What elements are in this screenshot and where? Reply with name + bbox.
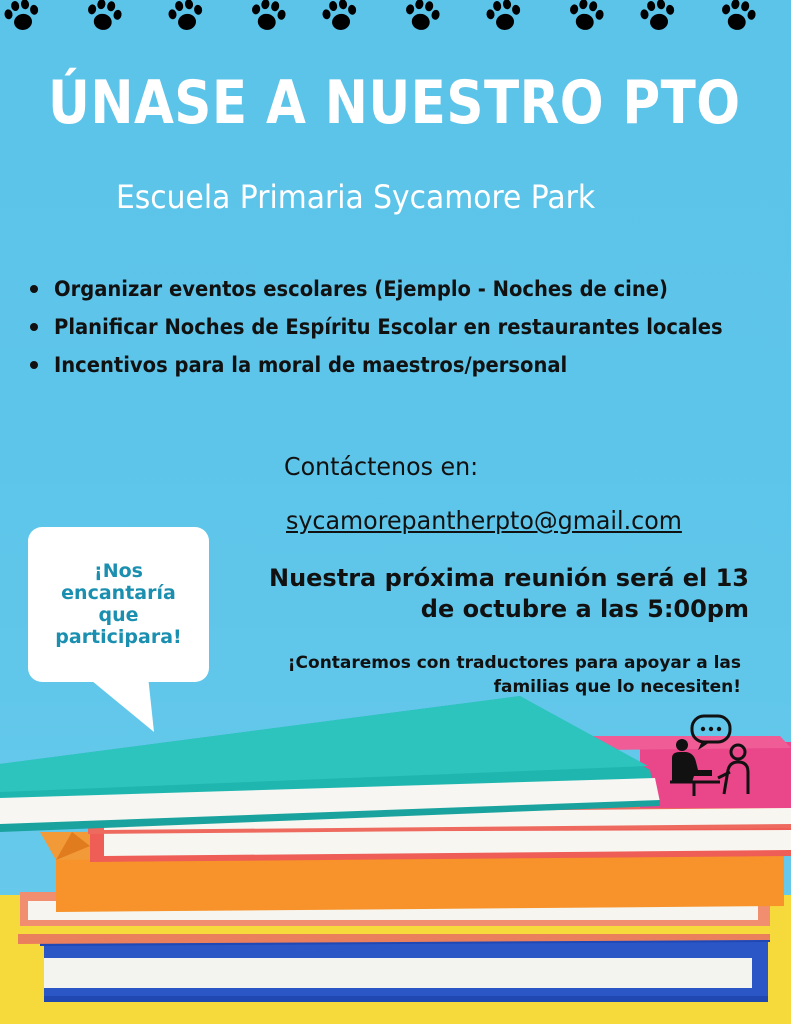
bubble-line: que (98, 604, 139, 626)
list-item (30, 308, 765, 346)
page-title: ÚNASE A NUESTRO PTO (48, 68, 741, 138)
next-meeting-text (189, 563, 749, 625)
speech-bubble-text (28, 560, 209, 648)
paw-print-icon (320, 0, 359, 33)
people-talking-icon (668, 714, 758, 800)
next-meeting-line: Nuestra próxima reunión será el 13 (268, 564, 749, 592)
paw-print-border (0, 0, 791, 40)
list-item-text: Organizar eventos escolares (Ejemplo - Noches de cine) (54, 277, 668, 301)
paw-print-icon (402, 0, 441, 33)
contact-label: Contáctenos en: (284, 452, 479, 481)
list-item-text: Planificar Noches de Espíritu Escolar en restaurantes locales (54, 315, 723, 339)
speech-bubble-tail (86, 676, 158, 738)
list-item (30, 270, 765, 308)
paw-print-icon (638, 0, 677, 33)
paw-print-icon (566, 0, 605, 33)
bubble-line: encantaría (61, 582, 176, 604)
contact-email-link[interactable]: sycamorepantherpto@gmail.com (286, 506, 682, 535)
activities-list (30, 270, 765, 384)
list-item-text: Incentivos para la moral de maestros/personal (54, 353, 568, 377)
list-item (30, 346, 765, 384)
paw-print-icon (166, 0, 205, 33)
translators-line: ¡Contaremos con traductores para apoyar a las (287, 653, 741, 673)
paw-print-icon (248, 0, 287, 33)
bubble-line: participara! (55, 626, 182, 648)
school-name: Escuela Primaria Sycamore Park (116, 178, 596, 216)
paw-print-icon (718, 0, 757, 33)
paw-print-icon (2, 0, 41, 33)
next-meeting-line: de octubre a las 5:00pm (420, 595, 749, 623)
translators-line: familias que lo necesiten! (493, 677, 741, 697)
paw-print-icon (84, 0, 123, 33)
paw-print-icon (484, 0, 523, 33)
bubble-line: ¡Nos (94, 560, 143, 582)
